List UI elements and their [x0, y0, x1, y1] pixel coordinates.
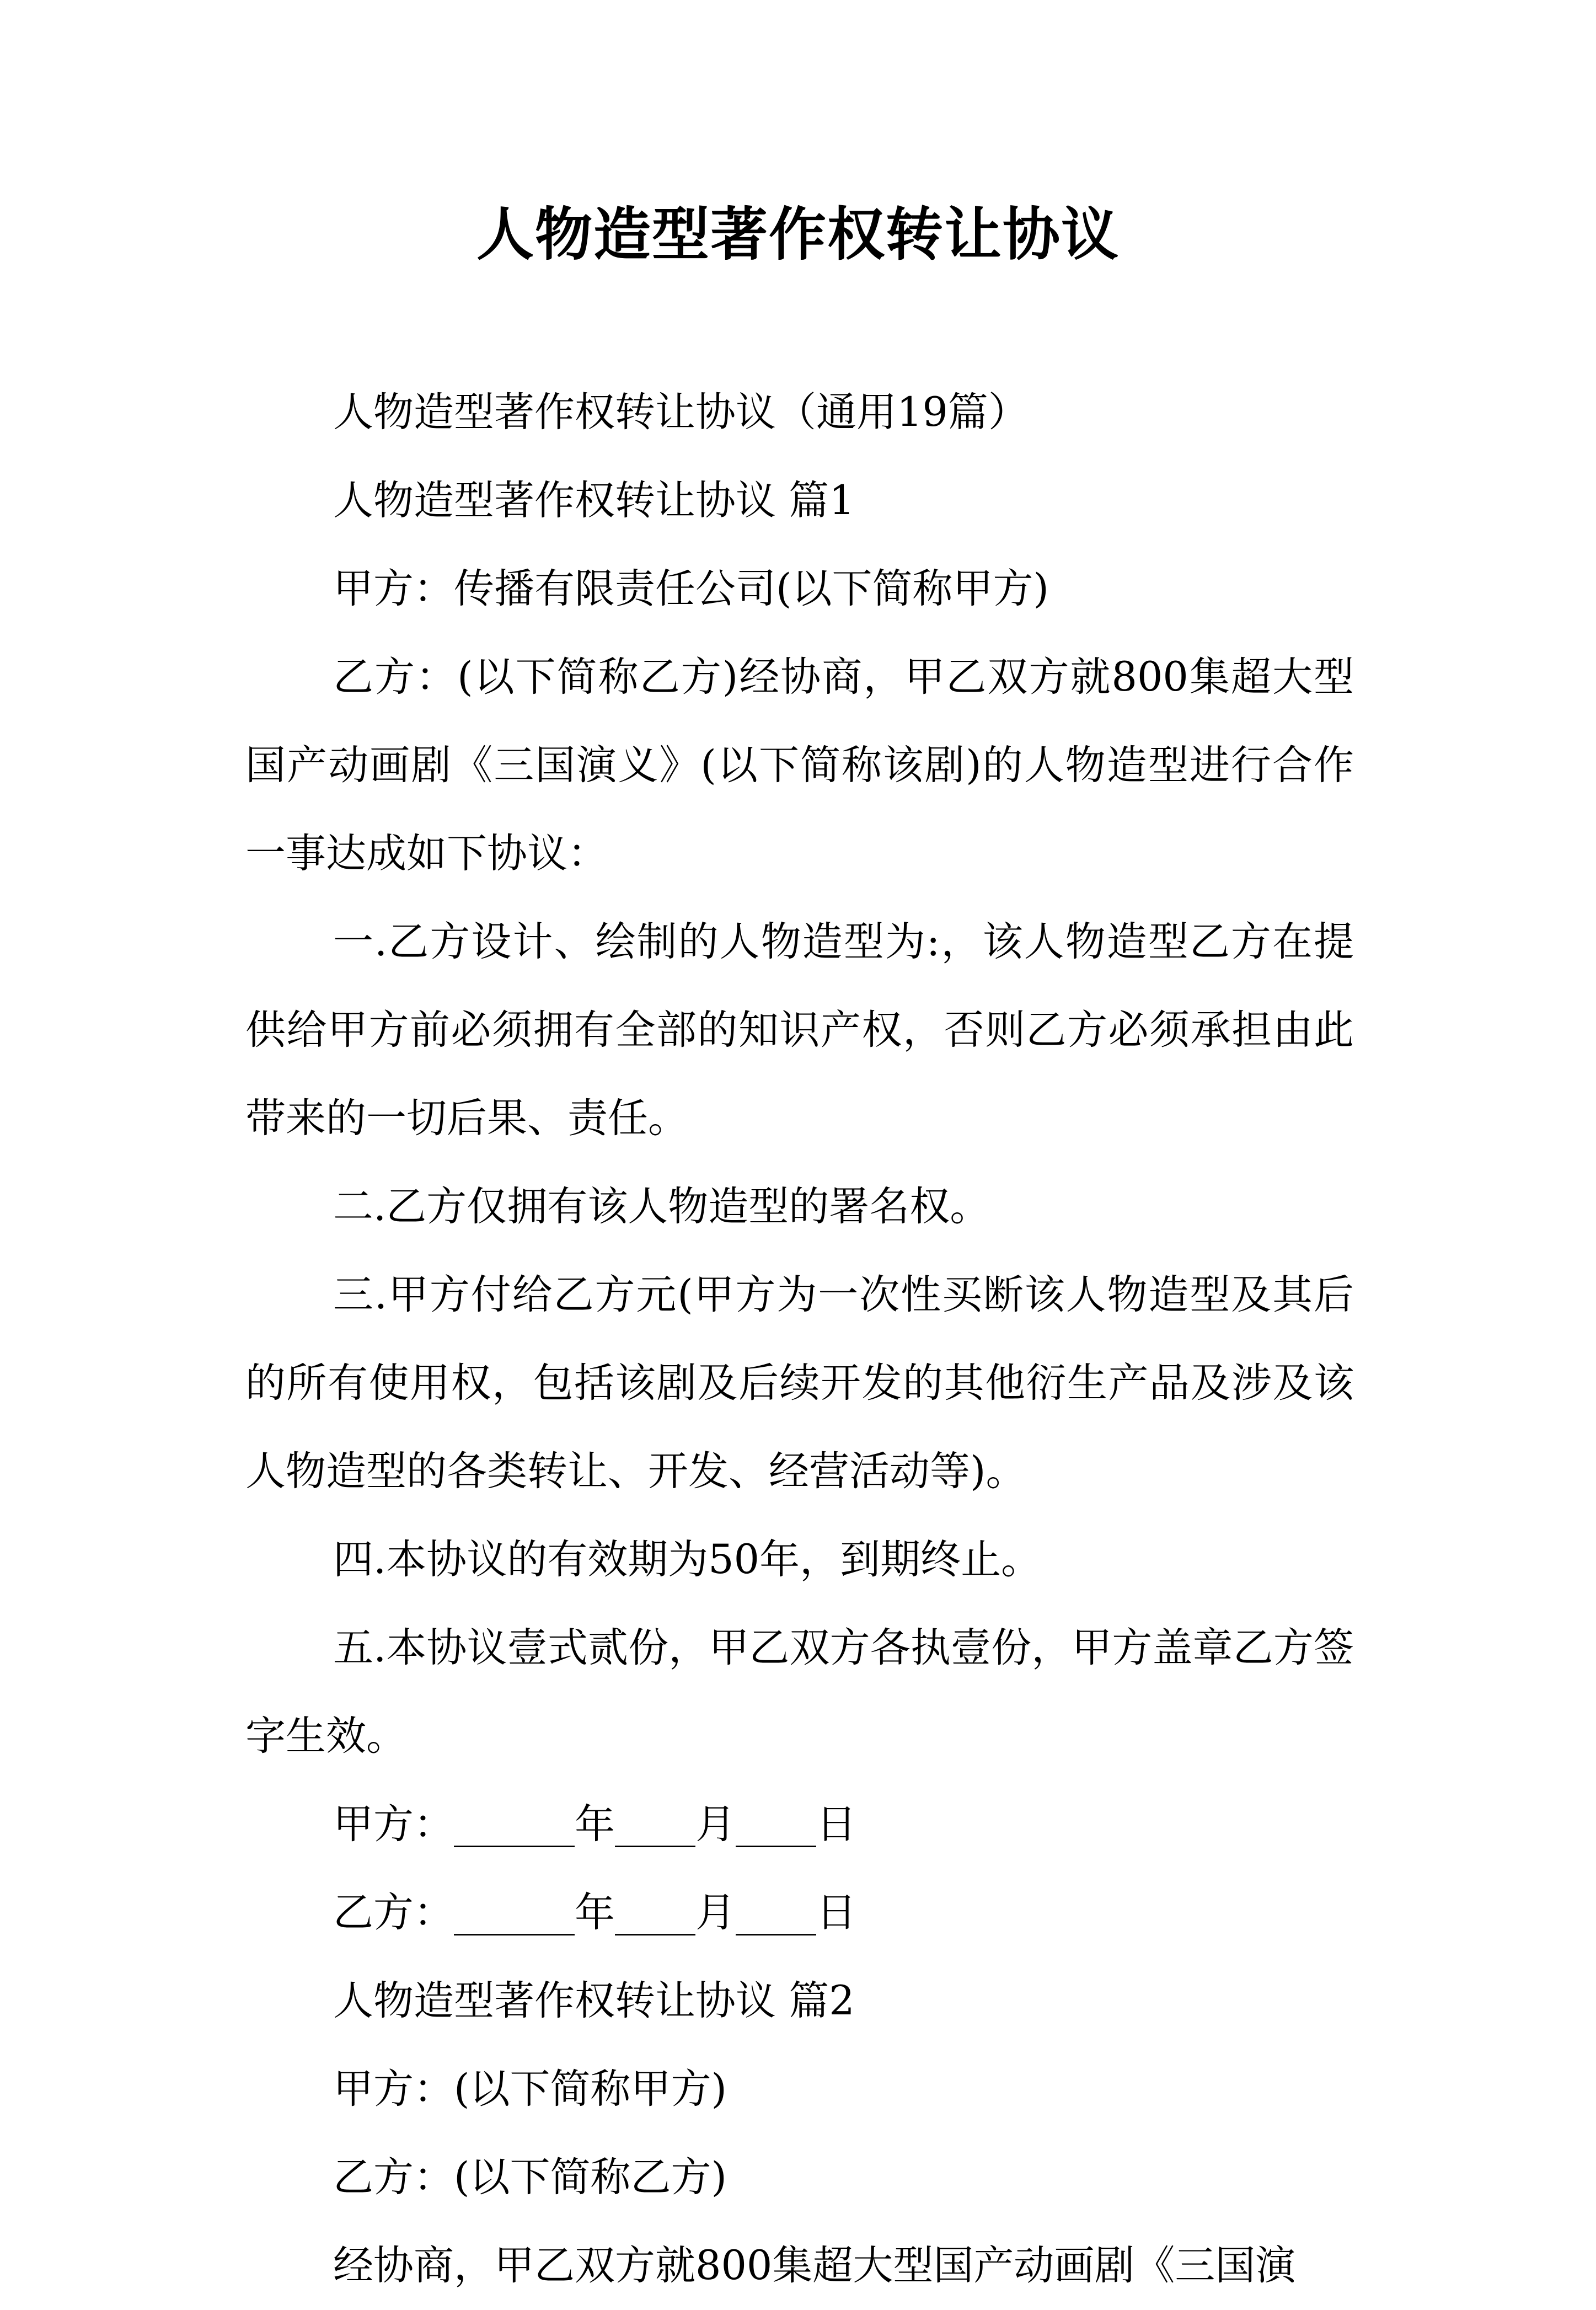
subtitle-paragraph: 人物造型著作权转让协议（通用19篇） — [333, 389, 1029, 436]
section-heading-1: 人物造型著作权转让协议 篇1 — [333, 477, 855, 524]
party-b-signature-line: 乙方：______年____月____日 — [333, 1889, 856, 1936]
document-body — [245, 368, 1354, 2310]
party-b-intro-paragraph: 乙方：(以下简称乙方)经协商，甲乙双方就800集超大型国产动画剧《三国演义》(以下简称该剧)的人物造型进行合作一事达成如下协议： — [245, 654, 1354, 877]
party-a-signature-line: 甲方：______年____月____日 — [333, 1801, 856, 1848]
clause-2-paragraph: 二.乙方仅拥有该人物造型的署名权。 — [333, 1183, 990, 1230]
clause-1-paragraph: 一.乙方设计、绘制的人物造型为:，该人物造型乙方在提供给甲方前必须拥有全部的知识产权，否则乙方必须承担由此带来的一切后果、责任。 — [245, 918, 1354, 1142]
clause-4-paragraph: 四.本协议的有效期为50年，到期终止。 — [333, 1536, 1042, 1583]
clause-5-paragraph: 五.本协议壹式贰份，甲乙双方各执壹份，甲方盖章乙方签字生效。 — [245, 1624, 1354, 1760]
document-title: 人物造型著作权转让协议 — [476, 200, 1120, 268]
clause-3-paragraph: 三.甲方付给乙方元(甲方为一次性买断该人物造型及其后的所有使用权，包括该剧及后续开发的其他衍生产品及涉及该人物造型的各类转让、开发、经营活动等)。 — [245, 1271, 1354, 1495]
party-a-line: 甲方：传播有限责任公司(以下简称甲方) — [333, 565, 1049, 612]
consultation-paragraph: 经协商，甲乙双方就800集超大型国产动画剧《三国演 — [333, 2242, 1296, 2289]
party-b-line-2: 乙方：(以下简称乙方) — [333, 2154, 727, 2201]
section-heading-2: 人物造型著作权转让协议 篇2 — [333, 1977, 855, 2024]
party-a-line-2: 甲方：(以下简称甲方) — [333, 2066, 727, 2113]
